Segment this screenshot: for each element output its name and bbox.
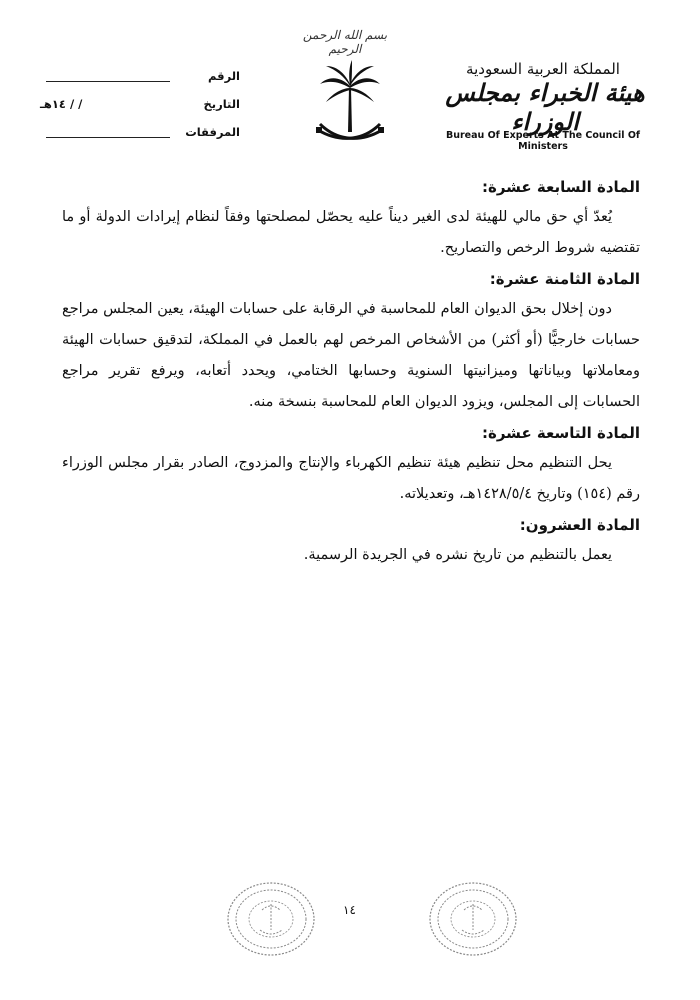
attachments-line [46,127,170,138]
article-19 [62,418,640,510]
date-label: التاريخ [203,97,240,111]
reference-label: الرقم [208,69,240,83]
page-number: ١٤ [343,903,356,917]
official-seal-icon [428,880,518,958]
article-17 [62,172,640,264]
date-row [40,90,240,118]
article-title: المادة العشرون: [519,516,640,534]
attachments-label: المرفقات [185,125,240,139]
document-body [62,172,640,571]
article-title: المادة السابعة عشرة: [481,178,640,196]
bureau-name-arabic: هيئة الخبراء بمجلس الوزراء [445,78,645,136]
article-text: يُعدّ أي حق مالي للهيئة لدى الغير ديناً عليه يحصّل لمصلحتها وفقاً لنظام إيرادات الدولة أو ما تقتضيه شروط الرخص والتصاريح. [62,209,640,256]
article-text: دون إخلال بحق الديوان العام للمحاسبة في الرقابة على حسابات الهيئة، يعين المجلس مراجع حسابات خارجيًّا (أو أكثر) من الأشخاص المرخص لهم بالعمل في المملكة، لتدقيق حسابات الهيئة ومعاملاتها وبياناتها وميزانيتها السنوية وحسابها الختامي، ويحدد أتعابه، ويرفع تقرير مراجع الحسابات إلى المجلس، ويزود الديوان العام للمحاسبة بنسخة منه. [62,301,640,410]
letterhead [0,0,700,165]
article-18 [62,264,640,418]
official-seal-icon [226,880,316,958]
article-title: المادة التاسعة عشرة: [482,424,640,442]
basmala: بسم الله الرحمن الرحيم [302,28,388,56]
date-value: / / ١٤هـ [40,97,83,111]
reference-row [40,62,240,90]
palm-swords-emblem-icon [314,58,386,148]
kingdom-name: المملكة العربية السعودية [466,60,620,78]
bureau-name-english: Bureau Of Experts At The Council Of Ministers [445,130,641,152]
article-20 [62,510,640,571]
attachments-row [40,118,240,146]
article-title: المادة الثامنة عشرة: [489,270,640,288]
reference-block [40,62,240,146]
reference-line [46,71,170,82]
article-text: يحل التنظيم محل تنظيم هيئة تنظيم الكهرباء والإنتاج والمزدوج، الصادر بقرار مجلس الوزراء رقم (١٥٤) وتاريخ ١٤٢٨/٥/٤هـ، وتعديلاته. [62,455,640,502]
article-text: يعمل بالتنظيم من تاريخ نشره في الجريدة الرسمية. [303,547,612,563]
